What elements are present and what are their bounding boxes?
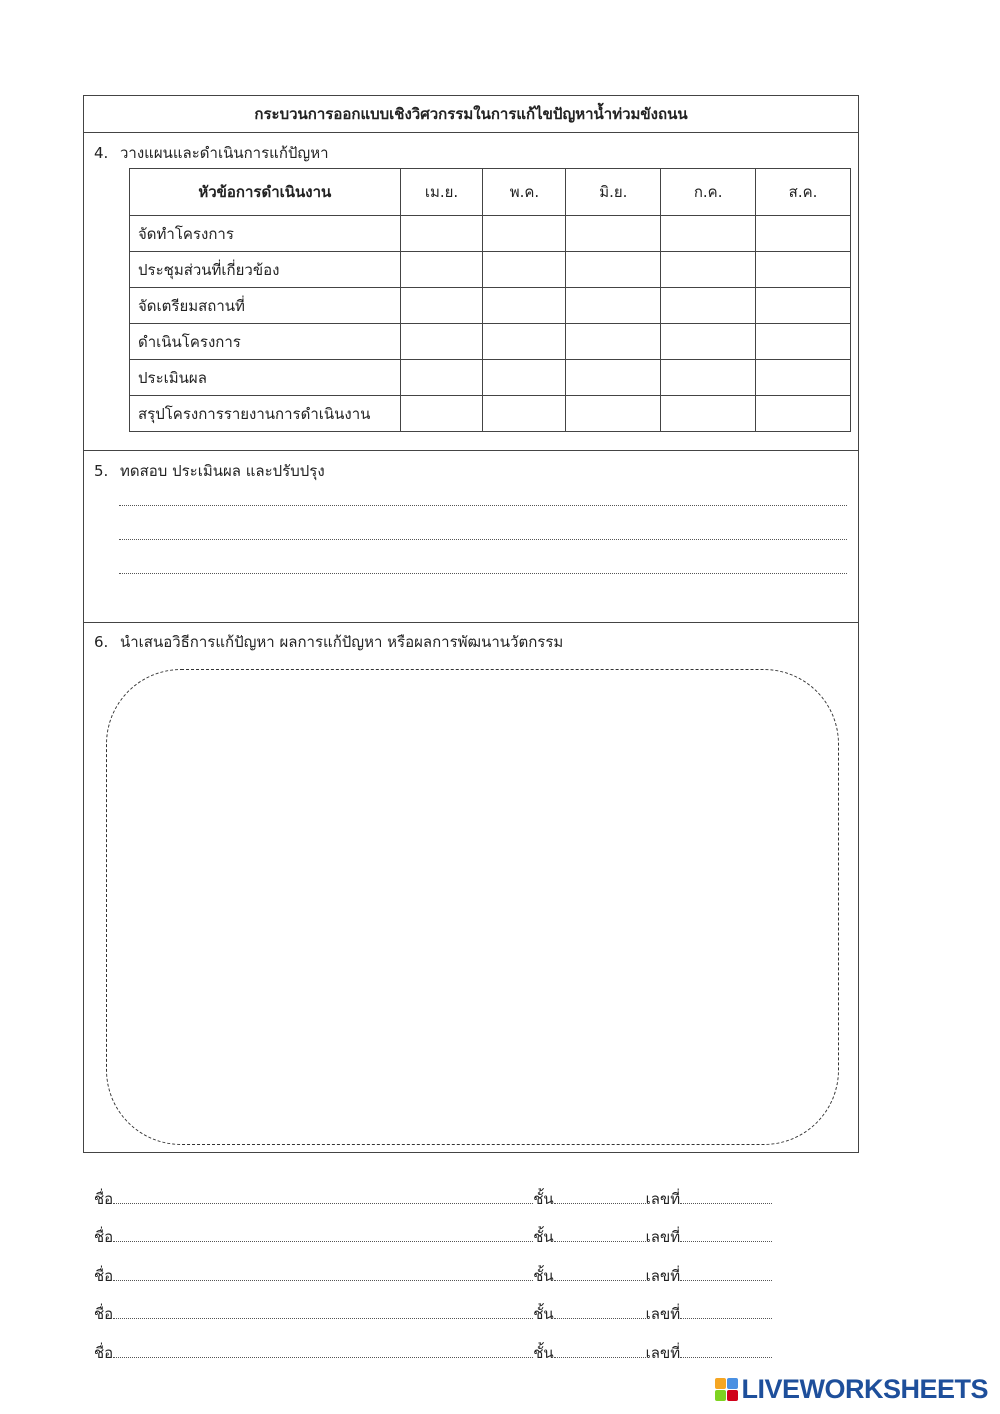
schedule-cell[interactable] — [566, 324, 661, 360]
schedule-cell[interactable] — [483, 360, 566, 396]
schedule-cell[interactable] — [756, 324, 851, 360]
schedule-cell[interactable] — [661, 324, 756, 360]
section-present — [84, 623, 858, 1152]
class-label: ชั้น — [533, 1344, 554, 1362]
schedule-cell[interactable] — [400, 216, 483, 252]
name-label: ชื่อ — [94, 1228, 114, 1246]
schedule-cell[interactable] — [400, 324, 483, 360]
logo-tile — [727, 1378, 738, 1389]
name-field[interactable] — [113, 1306, 533, 1319]
schedule-cell[interactable] — [566, 288, 661, 324]
name-field[interactable] — [113, 1345, 533, 1358]
student-signature-line — [94, 1225, 772, 1249]
section-5-title: ทดสอบ ประเมินผล และปรับปรุง — [120, 462, 325, 480]
task-cell: ประชุมส่วนที่เกี่ยวข้อง — [130, 252, 401, 288]
name-label: ชื่อ — [94, 1267, 114, 1285]
answer-line[interactable] — [119, 539, 847, 540]
schedule-cell[interactable] — [661, 288, 756, 324]
section-plan — [84, 133, 858, 451]
schedule-cell[interactable] — [483, 252, 566, 288]
section-4-heading — [94, 141, 329, 165]
answer-line[interactable] — [119, 505, 847, 506]
answer-line[interactable] — [119, 573, 847, 574]
plan-table-row — [130, 252, 851, 288]
schedule-cell[interactable] — [400, 396, 483, 432]
logo-tile — [715, 1378, 726, 1389]
header-month: เม.ย. — [400, 169, 483, 216]
schedule-cell[interactable] — [483, 216, 566, 252]
logo-mark-icon — [715, 1378, 738, 1401]
logo-tile — [715, 1390, 726, 1401]
student-signature-line — [94, 1302, 772, 1326]
class-field[interactable] — [554, 1268, 646, 1281]
number-field[interactable] — [680, 1345, 772, 1358]
schedule-cell[interactable] — [756, 396, 851, 432]
plan-table-header — [130, 169, 851, 216]
number-label: เลขที่ — [645, 1228, 681, 1246]
schedule-cell[interactable] — [483, 288, 566, 324]
section-4-title: วางแผนและดำเนินการแก้ปัญหา — [120, 144, 329, 162]
section-evaluate — [84, 451, 858, 623]
schedule-cell[interactable] — [566, 252, 661, 288]
task-cell: ประเมินผล — [130, 360, 401, 396]
class-label: ชั้น — [533, 1228, 554, 1246]
brand-text: LIVEWORKSHEETS — [741, 1374, 988, 1404]
name-label: ชื่อ — [94, 1305, 114, 1323]
plan-table-row — [130, 324, 851, 360]
schedule-cell[interactable] — [483, 324, 566, 360]
plan-table-row — [130, 216, 851, 252]
task-cell: จัดเตรียมสถานที่ — [130, 288, 401, 324]
section-4-number: 4. — [94, 144, 109, 162]
schedule-cell[interactable] — [566, 360, 661, 396]
number-label: เลขที่ — [645, 1267, 681, 1285]
header-month: มิ.ย. — [566, 169, 661, 216]
liveworksheets-logo — [715, 1374, 988, 1405]
class-field[interactable] — [554, 1191, 646, 1204]
number-label: เลขที่ — [645, 1190, 681, 1208]
schedule-cell[interactable] — [756, 288, 851, 324]
name-label: ชื่อ — [94, 1190, 114, 1208]
header-month: ส.ค. — [756, 169, 851, 216]
schedule-cell[interactable] — [756, 216, 851, 252]
task-cell: ดำเนินโครงการ — [130, 324, 401, 360]
section-6-heading — [94, 630, 563, 654]
task-cell: จัดทำโครงการ — [130, 216, 401, 252]
section-5-heading — [94, 459, 325, 483]
number-field[interactable] — [680, 1191, 772, 1204]
section-5-number: 5. — [94, 462, 109, 480]
class-label: ชั้น — [533, 1190, 554, 1208]
class-label: ชั้น — [533, 1267, 554, 1285]
class-field[interactable] — [554, 1306, 646, 1319]
schedule-cell[interactable] — [661, 396, 756, 432]
name-field[interactable] — [113, 1191, 533, 1204]
class-label: ชั้น — [533, 1305, 554, 1323]
logo-tile — [727, 1390, 738, 1401]
schedule-cell[interactable] — [756, 360, 851, 396]
number-field[interactable] — [680, 1268, 772, 1281]
section-6-title: นำเสนอวิธีการแก้ปัญหา ผลการแก้ปัญหา หรือผลการพัฒนานวัตกรรม — [120, 633, 564, 651]
schedule-cell[interactable] — [400, 252, 483, 288]
worksheet-frame — [83, 95, 859, 1153]
plan-table-row — [130, 288, 851, 324]
plan-table-row — [130, 360, 851, 396]
schedule-cell[interactable] — [756, 252, 851, 288]
number-field[interactable] — [680, 1306, 772, 1319]
schedule-cell[interactable] — [566, 216, 661, 252]
class-field[interactable] — [554, 1229, 646, 1242]
student-signature-line — [94, 1264, 772, 1288]
student-signature-line — [94, 1187, 772, 1211]
schedule-cell[interactable] — [661, 252, 756, 288]
schedule-cell[interactable] — [400, 360, 483, 396]
name-field[interactable] — [113, 1268, 533, 1281]
task-cell: สรุปโครงการรายงานการดำเนินงาน — [130, 396, 401, 432]
worksheet-title: กระบวนการออกแบบเชิงวิศวกรรมในการแก้ไขปัญหาน้ำท่วมขังถนน — [84, 96, 858, 133]
schedule-cell[interactable] — [566, 396, 661, 432]
header-month: ก.ค. — [661, 169, 756, 216]
schedule-cell[interactable] — [483, 396, 566, 432]
presentation-drawing-area[interactable] — [106, 669, 839, 1145]
number-label: เลขที่ — [645, 1344, 681, 1362]
header-month: พ.ค. — [483, 169, 566, 216]
schedule-cell[interactable] — [400, 288, 483, 324]
name-field[interactable] — [113, 1229, 533, 1242]
section-6-number: 6. — [94, 633, 109, 651]
schedule-cell[interactable] — [661, 216, 756, 252]
schedule-cell[interactable] — [661, 360, 756, 396]
number-field[interactable] — [680, 1229, 772, 1242]
name-label: ชื่อ — [94, 1344, 114, 1362]
number-label: เลขที่ — [645, 1305, 681, 1323]
student-signature-line — [94, 1341, 772, 1365]
class-field[interactable] — [554, 1345, 646, 1358]
header-task: หัวข้อการดำเนินงาน — [130, 169, 401, 216]
plan-table — [129, 168, 851, 432]
plan-table-row — [130, 396, 851, 432]
